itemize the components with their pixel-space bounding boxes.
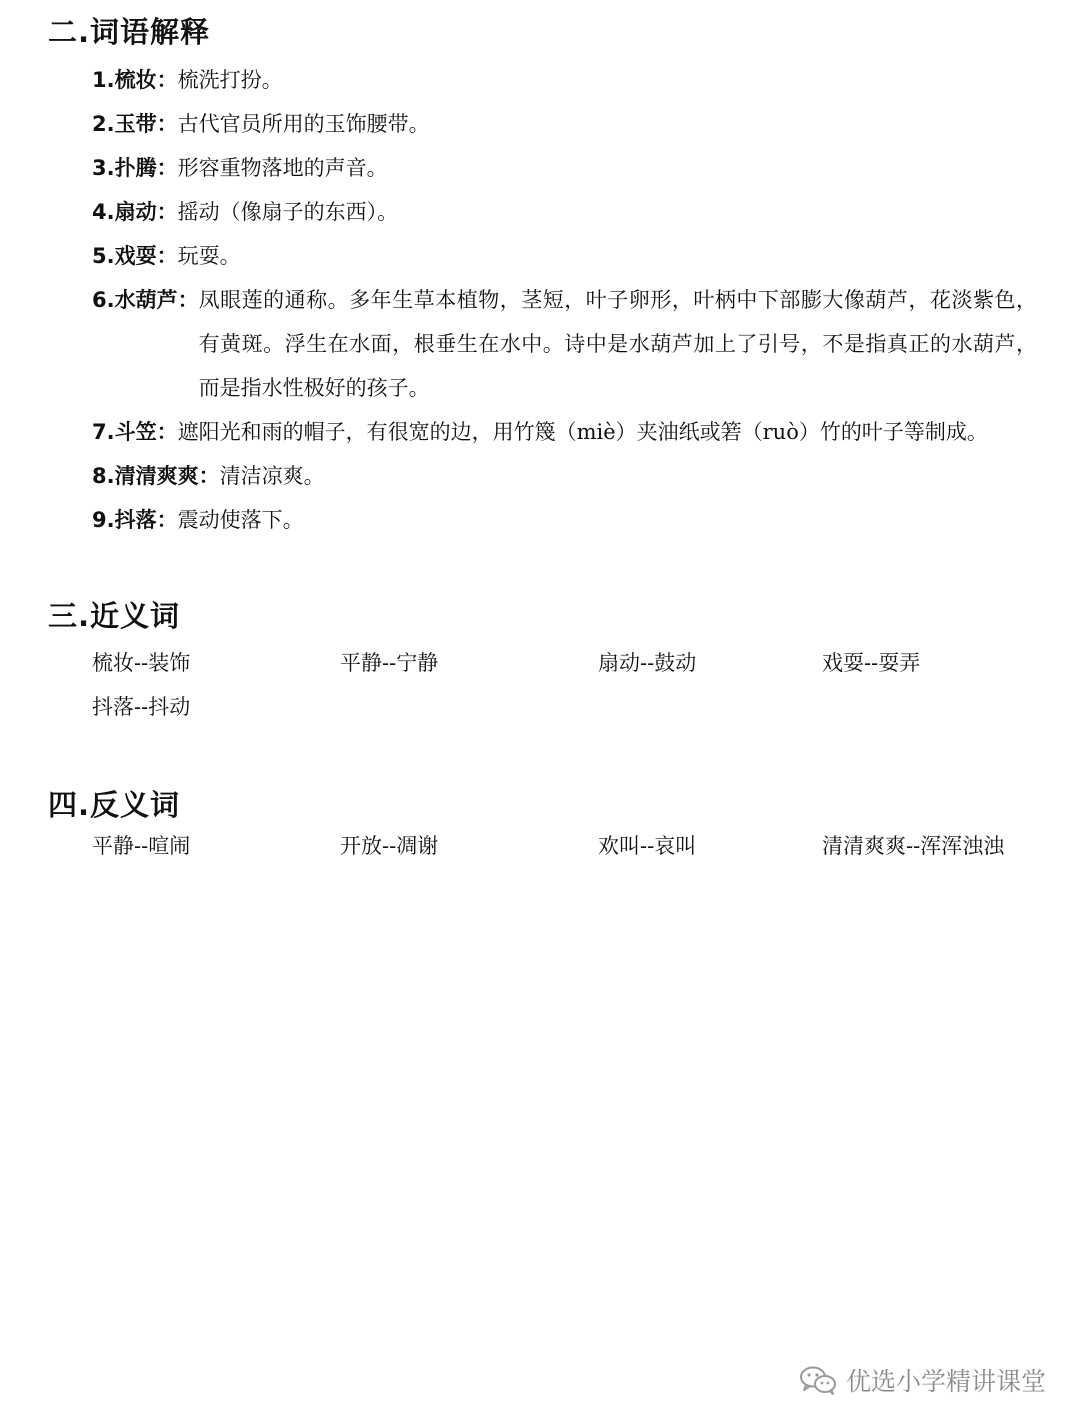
section-title-synonyms: 三.近义词 bbox=[48, 599, 181, 633]
definition-text: 形容重物落地的声音。 bbox=[177, 156, 388, 180]
definition-term: 5.戏耍： bbox=[92, 244, 178, 268]
definition-text: 震动使落下。 bbox=[177, 508, 304, 532]
definition-term: 1.梳妆： bbox=[92, 68, 178, 92]
definition-item bbox=[92, 278, 1037, 410]
definition-item bbox=[92, 234, 1037, 278]
watermark bbox=[798, 1362, 1046, 1398]
definition-text: 摇动（像扇子的东西）。 bbox=[177, 200, 399, 224]
antonyms-row bbox=[92, 824, 1052, 868]
synonyms-list bbox=[92, 641, 1052, 729]
definition-term: 2.玉带： bbox=[92, 112, 178, 136]
synonym-pair: 平静--宁静 bbox=[340, 651, 439, 675]
synonym-pair: 戏耍--耍弄 bbox=[822, 651, 921, 675]
watermark-text: 优选小学精讲课堂 bbox=[845, 1367, 1046, 1396]
antonym-pair: 平静--喧闹 bbox=[92, 834, 191, 858]
definition-item bbox=[92, 146, 1037, 190]
wechat-icon bbox=[798, 1364, 838, 1396]
definition-item bbox=[92, 58, 1037, 102]
definition-item bbox=[92, 410, 1037, 454]
antonyms-list bbox=[92, 824, 1052, 868]
definition-term: 9.抖落： bbox=[92, 508, 178, 532]
section-title-antonyms: 四.反义词 bbox=[48, 788, 181, 822]
definition-item bbox=[92, 498, 1037, 542]
synonyms-row bbox=[92, 641, 1052, 685]
definition-text: 凤眼莲的通称。多年生草本植物，茎短，叶子卵形，叶柄中下部膨大像葫芦，花淡紫色，有黄斑。浮生在水面，根垂生在水中。诗中是水葫芦加上了引号，不是指真正的水葫芦，而是指水性极好的孩子。 bbox=[198, 288, 1037, 400]
antonym-pair: 清清爽爽--浑浑浊浊 bbox=[822, 834, 1005, 858]
definition-term: 7.斗笠： bbox=[92, 420, 178, 444]
antonym-pair: 开放--凋谢 bbox=[340, 834, 439, 858]
definition-item bbox=[92, 102, 1037, 146]
definition-text: 玩耍。 bbox=[177, 244, 241, 268]
definitions-list bbox=[92, 58, 1037, 542]
synonym-pair: 扇动--鼓动 bbox=[598, 651, 697, 675]
synonyms-row bbox=[92, 685, 1052, 729]
definition-text: 清洁凉爽。 bbox=[219, 464, 325, 488]
synonym-pair: 抖落--抖动 bbox=[92, 695, 191, 719]
definition-term: 8.清清爽爽： bbox=[92, 464, 220, 488]
definition-item bbox=[92, 454, 1037, 498]
definition-text: 梳洗打扮。 bbox=[177, 68, 283, 92]
definition-text: 古代官员所用的玉饰腰带。 bbox=[177, 112, 430, 136]
definition-text: 遮阳光和雨的帽子，有很宽的边，用竹篾（miè）夹油纸或箬（ruò）竹的叶子等制成。 bbox=[177, 420, 988, 444]
section-title-definitions: 二.词语解释 bbox=[48, 15, 211, 49]
antonym-pair: 欢叫--哀叫 bbox=[598, 834, 697, 858]
definition-item bbox=[92, 190, 1037, 234]
synonym-pair: 梳妆--装饰 bbox=[92, 651, 191, 675]
definition-term: 6.水葫芦： bbox=[92, 288, 199, 312]
definition-term: 4.扇动： bbox=[92, 200, 178, 224]
definition-term: 3.扑腾： bbox=[92, 156, 178, 180]
